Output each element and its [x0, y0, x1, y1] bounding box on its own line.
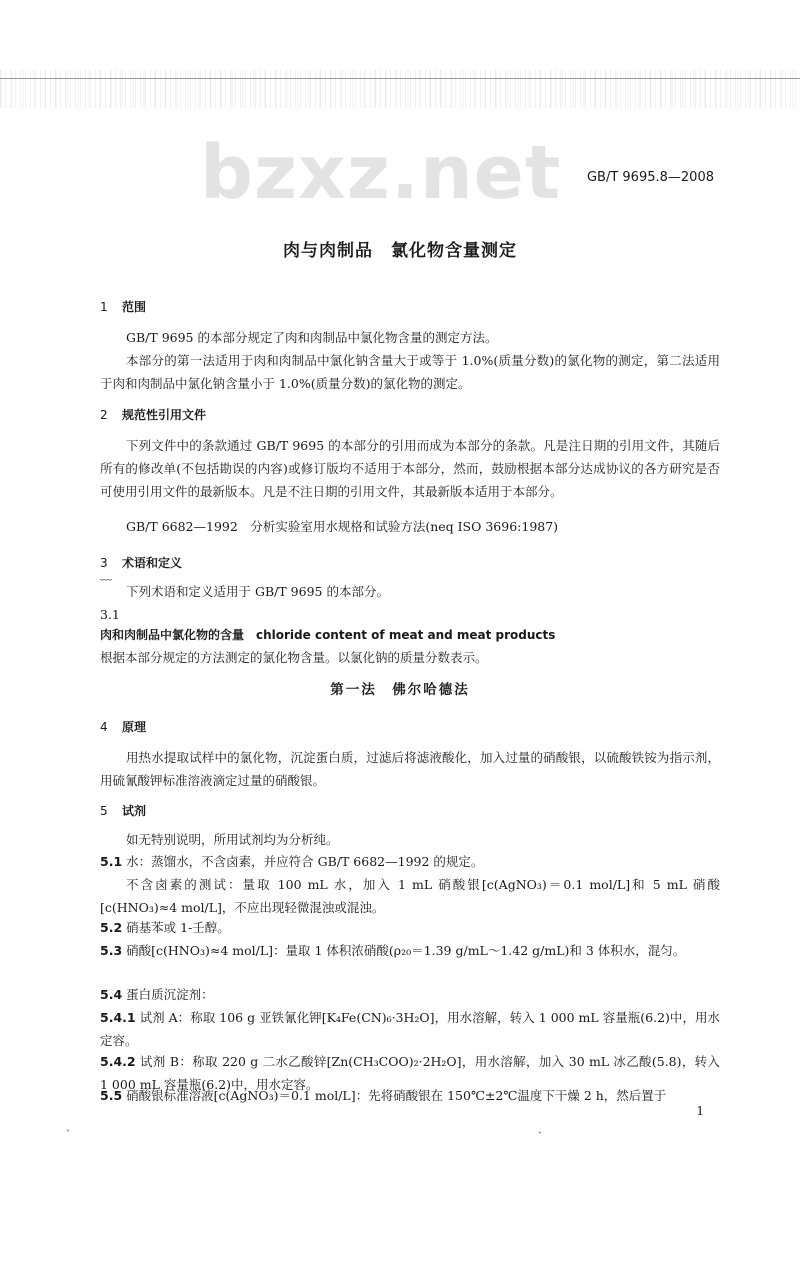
- section-1-heading: [100, 298, 146, 315]
- item-5-1: [100, 850, 720, 873]
- section-title: 原理: [122, 720, 147, 734]
- item-number: 5.3: [100, 943, 123, 958]
- section-title: 规范性引用文件: [122, 408, 207, 422]
- term-definition: 根据本部分规定的方法测定的氯化物含量。以氯化钠的质量分数表示。: [100, 650, 488, 665]
- section-2-reference: GB/T 6682—1992 分析实验室用水规格和试验方法(neq ISO 3696:1987): [126, 519, 559, 534]
- item-number: 5.4.2: [100, 1054, 136, 1069]
- term-heading: 肉和肉制品中氯化物的含量 chloride content of meat and meat products: [100, 628, 556, 642]
- item-text: 试剂 B：称取 220 g 二水乙酸锌[Zn(CH₃COO)₂·2H₂O]，用水溶解，加入 30 mL 冰乙酸(5.8)，转入 1 000 mL 容量瓶(6.2)中，用水定容。: [100, 1054, 720, 1092]
- watermark: bzxz.net: [200, 130, 562, 216]
- item-5-1-test: 不含卤素的测试：量取 100 mL 水，加入 1 mL 硝酸银[c(AgNO₃)＝0.1 mol/L]和 5 mL 硝酸[c(HNO₃)≈4 mol/L]，不应出现轻微混浊或混浊。: [100, 877, 720, 915]
- section-5-heading: [100, 802, 146, 819]
- section-3-heading: [100, 554, 182, 571]
- section-3-paragraph-1: 下列术语和定义适用于 GB/T 9695 的本部分。: [126, 584, 389, 599]
- section-number: 1: [100, 300, 108, 314]
- item-5-2: [100, 916, 720, 939]
- section-1-paragraph-1: GB/T 9695 的本部分规定了肉和肉制品中氯化物含量的测定方法。: [126, 330, 498, 345]
- item-text: 硝基苯或 1-壬醇。: [126, 920, 230, 935]
- item-5-5: [100, 1084, 720, 1107]
- standard-number: GB/T 9695.8—2008: [586, 170, 714, 185]
- section-2-paragraph-1: 下列文件中的条款通过 GB/T 9695 的本部分的引用而成为本部分的条款。凡是注日期的引用文件，其随后所有的修改单(不包括勘误的内容)或修订版均不适用于本部分，然而，鼓励根据本部分达成协议的各方研究是否可使用引用文件的最新版本。凡是不注日期的引用文件，其最新版本适用于本部分。: [100, 438, 720, 499]
- scan-speck: ˏ: [66, 1118, 70, 1132]
- section-number: 2: [100, 408, 108, 422]
- section-number: 4: [100, 720, 108, 734]
- item-text: 蛋白质沉淀剂：: [126, 987, 214, 1002]
- item-number: 5.5: [100, 1088, 123, 1103]
- section-5-paragraph-0: 如无特别说明，所用试剂均为分析纯。: [126, 832, 339, 847]
- section-number: 3: [100, 556, 108, 570]
- item-5-3: [100, 939, 720, 962]
- subsection-3-1-number: 3.1: [100, 607, 120, 622]
- item-5-4: [100, 983, 720, 1006]
- section-2-heading: [100, 406, 206, 423]
- section-number: 5: [100, 804, 108, 818]
- item-number: 5.4: [100, 987, 123, 1002]
- scan-edge-line: [0, 78, 800, 79]
- scan-speck: ˏ: [538, 1120, 542, 1134]
- method-heading: 第一法 佛尔哈德法: [330, 682, 470, 698]
- section-title: 试剂: [122, 804, 147, 818]
- item-number: 5.4.1: [100, 1010, 136, 1025]
- item-number: 5.2: [100, 920, 123, 935]
- item-text: 水：蒸馏水，不含卤素，并应符合 GB/T 6682—1992 的规定。: [126, 854, 484, 869]
- scan-speck: ﹏: [100, 568, 113, 582]
- section-4-paragraph-1: 用热水提取试样中的氯化物，沉淀蛋白质，过滤后将滤液酸化，加入过量的硝酸银，以硫酸铁铵为指示剂，用硫氰酸钾标准溶液滴定过量的硝酸银。: [100, 750, 720, 788]
- item-text: 试剂 A：称取 106 g 亚铁氰化钾[K₄Fe(CN)₆·3H₂O]，用水溶解，转入 1 000 mL 容量瓶(6.2)中，用水定容。: [100, 1010, 720, 1048]
- section-4-heading: [100, 718, 146, 735]
- section-title: 术语和定义: [122, 556, 183, 570]
- item-number: 5.1: [100, 854, 123, 869]
- scan-noise-band: [0, 70, 800, 108]
- item-text: 硝酸[c(HNO₃)≈4 mol/L]：量取 1 体积浓硝酸(ρ₂₀＝1.39 g/mL～1.42 g/mL)和 3 体积水，混匀。: [126, 943, 686, 958]
- section-title: 范围: [122, 300, 147, 314]
- item-text: 硝酸银标准溶液[c(AgNO₃)＝0.1 mol/L]：先将硝酸银在 150℃±2℃温度下干燥 2 h，然后置于: [126, 1088, 667, 1103]
- page-number: 1: [696, 1104, 704, 1118]
- item-5-4-1: [100, 1006, 720, 1052]
- document-title: 肉与肉制品 氯化物含量测定: [283, 241, 517, 261]
- section-1-paragraph-2: 本部分的第一法适用于肉和肉制品中氯化钠含量大于或等于 1.0%(质量分数)的氯化物的测定，第二法适用于肉和肉制品中氯化钠含量小于 1.0%(质量分数)的氯化物的测定。: [100, 353, 720, 391]
